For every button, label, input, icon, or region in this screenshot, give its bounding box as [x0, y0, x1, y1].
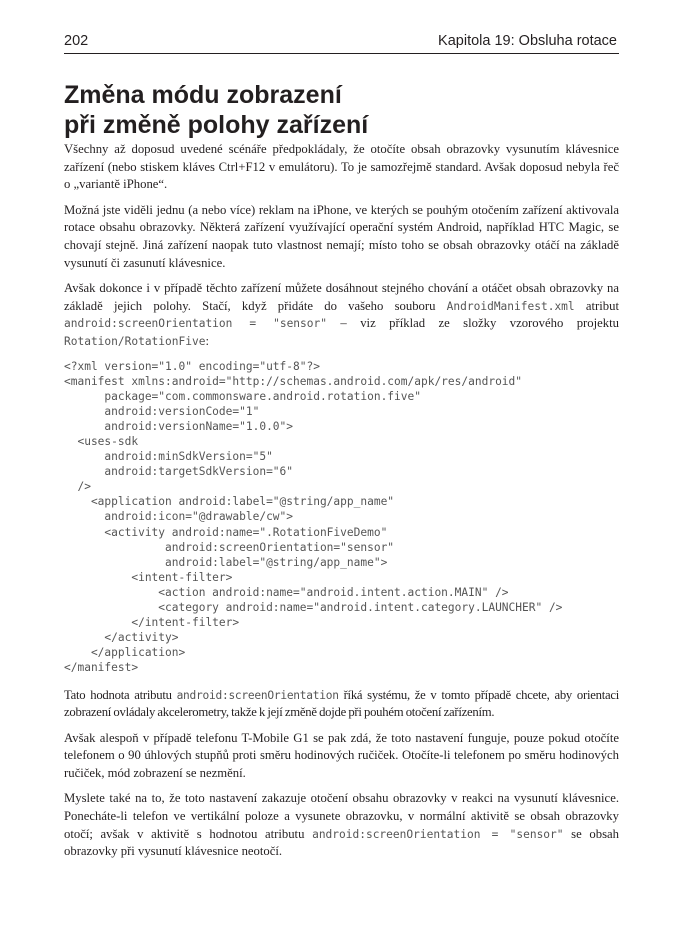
body-text [64, 141, 619, 869]
paragraph-3-text-c: – viz příklad ze složky vzorového projektu [327, 316, 619, 331]
inline-code-attribute: android:screenOrientation [176, 688, 339, 702]
paragraph-5: Avšak alespoň v případě telefonu T-Mobile G1 se pak zdá, že toto nastavení funguje, pouze pokud otočíte telefonem o 90 úhlových stupňů proti směru hodinových ručiček. Otočíte-li telefonem po směru hodinových ručiček, mód zobrazení se nezmění. [64, 730, 619, 780]
paragraph-1: Všechny až doposud uvedené scénáře předpokládaly, že otočíte obsah obrazovky vysunutím klávesnice zařízení (nebo stiskem kláves Ctrl+F12 v emulátoru). To je samozřejmě standard. Avšak doposud nebyla řeč o „variantě iPhone“. [64, 142, 619, 192]
paragraph-3 [64, 280, 619, 350]
paragraph-4-text-a: Tato hodnota atributu [64, 687, 177, 702]
paragraph-3-text-d: : [205, 333, 209, 348]
code-listing: <?xml version="1.0" encoding="utf-8"?> <manifest xmlns:android="http://schemas.android.com/apk/res/android" package="com.commonsware.android.rotation.five" android:versionCode="1" android:versionName="1.0.0"> <uses-sdk android:minSdkVersion="5" android:targetSdkVersion="6" /> <application android:label="@string/app_name" android:icon="@drawable/cw"> <activity android:name=".RotationFiveDemo" android:screenOrientation="sensor" android:label="@string/app_name"> <intent-filter> <action android:name="android.intent.action.MAIN" /> <category android:name="android.intent.category.LAUNCHER" /> </intent-filter> </activity> </application> </manifest> [64, 359, 563, 675]
inline-code-sensor-attribute: android:screenOrientation = "sensor" [312, 827, 564, 841]
paragraph-2: Možná jste viděli jednu (a nebo více) reklam na iPhone, ve kterých se pouhým otočením zařízení aktivovala rotace obsahu obrazovky. Některá zařízení využívající operační systém Android, například HTC Magic, se chovají stejně. Jiná zařízení naopak tuto vlastnost nemají; místo toho se obsah obrazovky otáčí na základě vysunutí či zasunutí klávesnice. [64, 202, 619, 270]
section-heading [64, 80, 624, 140]
inline-code-manifest-file: AndroidManifest.xml [446, 299, 575, 313]
paragraph-6 [64, 790, 619, 860]
inline-code-screen-orientation: android:screenOrientation = "sensor" [64, 317, 327, 331]
paragraph-3-text-a: Avšak dokonce i v případě těchto zařízení můžete dosáhnout stejného chování a otáčet obsah obrazovky na základě jejich polohy. Stačí, když přidáte do vašeho souboru [64, 281, 619, 313]
paragraph-3-text-b: atribut [574, 298, 619, 313]
section-heading-line-2: při změně polohy zařízení [64, 111, 369, 139]
header-rule [64, 53, 619, 54]
paragraph-4-text-b: říká systému, že v tomto případě chcete, aby orientaci zobrazení ovládaly akcelerometry, takže k její změně dojde při pouhém otočení zařízením. [64, 687, 620, 720]
running-header [64, 33, 619, 53]
inline-code-project-folder: Rotation/RotationFive [64, 334, 206, 348]
paragraph-4 [64, 687, 619, 722]
section-heading-line-1: Změna módu zobrazení [64, 81, 342, 109]
paragraph-6-text-b: se obsah obrazovky při vysunutí klávesnice neotočí. [64, 826, 619, 859]
chapter-title: Kapitola 19: Obsluha rotace [438, 33, 617, 49]
page-number: 202 [64, 33, 89, 49]
paragraph-6-text-a: Myslete také na to, že toto nastavení zakazuje otočení obsahu obrazovky v reakci na vysunutí klávesnice. Ponecháte-li telefon ve vertikální poloze a vysunete obrazovku, v normální aktivitě se obsah obrazovky otočí; avšak v aktivitě s hodnotou atributu [64, 791, 619, 841]
